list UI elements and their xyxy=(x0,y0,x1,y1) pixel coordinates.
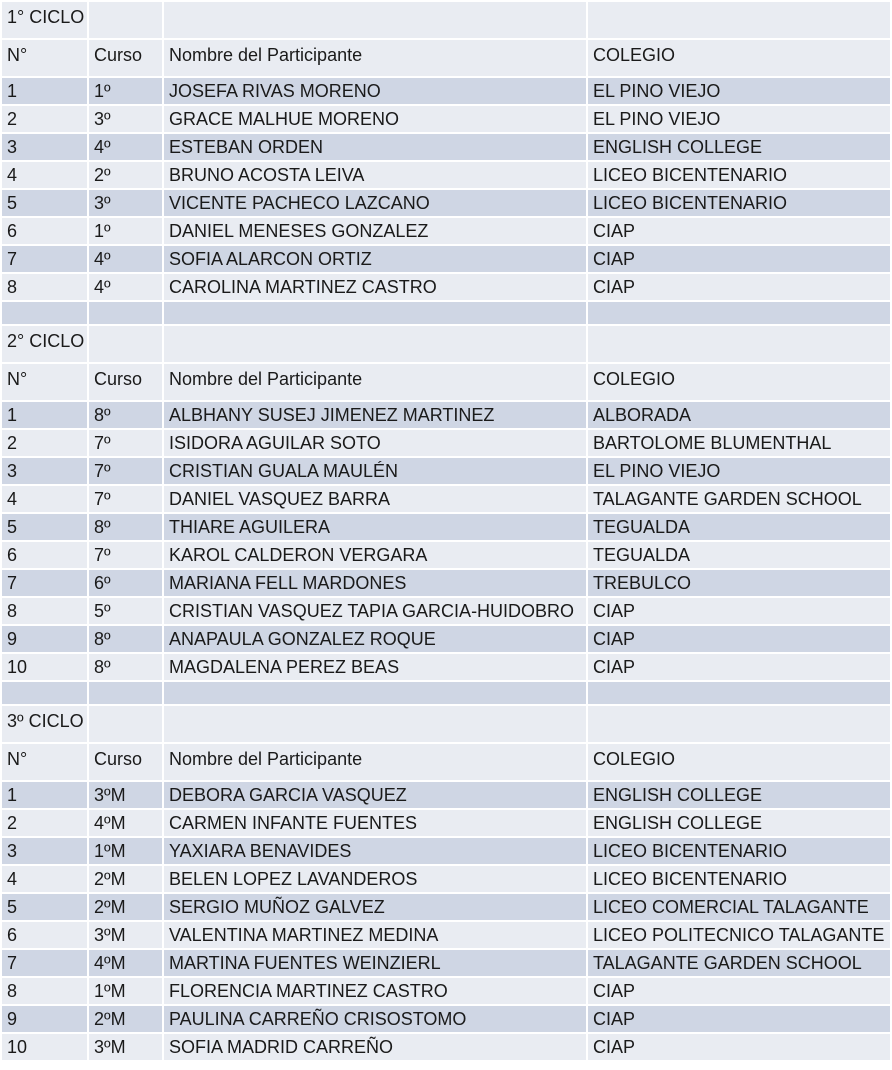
row-nombre: THIARE AGUILERA xyxy=(164,514,588,542)
row-num: 5 xyxy=(2,190,89,218)
row-colegio: CIAP xyxy=(588,978,890,1006)
table-row xyxy=(2,274,890,302)
row-nombre: BRUNO ACOSTA LEIVA xyxy=(164,162,588,190)
row-num: 9 xyxy=(2,626,89,654)
empty-cell xyxy=(89,302,164,326)
row-colegio: ENGLISH COLLEGE xyxy=(588,134,890,162)
row-nombre: ESTEBAN ORDEN xyxy=(164,134,588,162)
row-colegio: ALBORADA xyxy=(588,402,890,430)
row-curso: 4º xyxy=(89,134,164,162)
row-nombre: CAROLINA MARTINEZ CASTRO xyxy=(164,274,588,302)
row-curso: 1º xyxy=(89,218,164,246)
row-curso: 2ºM xyxy=(89,866,164,894)
empty-cell xyxy=(164,706,588,744)
table-row xyxy=(2,782,890,810)
row-colegio: LICEO BICENTENARIO xyxy=(588,162,890,190)
row-num: 3 xyxy=(2,838,89,866)
row-nombre: PAULINA CARREÑO CRISOSTOMO xyxy=(164,1006,588,1034)
row-curso: 3º xyxy=(89,190,164,218)
section-title: 2° CICLO xyxy=(2,326,89,364)
empty-cell xyxy=(588,2,890,40)
row-colegio: TEGUALDA xyxy=(588,514,890,542)
row-colegio: CIAP xyxy=(588,654,890,682)
row-num: 8 xyxy=(2,978,89,1006)
table-row xyxy=(2,866,890,894)
row-curso: 7º xyxy=(89,458,164,486)
row-nombre: MARIANA FELL MARDONES xyxy=(164,570,588,598)
row-curso: 4ºM xyxy=(89,810,164,838)
row-colegio: ENGLISH COLLEGE xyxy=(588,782,890,810)
row-nombre: ISIDORA AGUILAR SOTO xyxy=(164,430,588,458)
row-curso: 2º xyxy=(89,162,164,190)
row-nombre: FLORENCIA MARTINEZ CASTRO xyxy=(164,978,588,1006)
table-row xyxy=(2,978,890,1006)
table-header-row xyxy=(2,744,890,782)
spacer-row xyxy=(2,302,890,326)
row-nombre: KAROL CALDERON VERGARA xyxy=(164,542,588,570)
row-curso: 2ºM xyxy=(89,1006,164,1034)
row-nombre: VICENTE PACHECO LAZCANO xyxy=(164,190,588,218)
row-curso: 3º xyxy=(89,106,164,134)
row-curso: 8º xyxy=(89,626,164,654)
spacer-row xyxy=(2,682,890,706)
row-nombre: DEBORA GARCIA VASQUEZ xyxy=(164,782,588,810)
row-nombre: SERGIO MUÑOZ GALVEZ xyxy=(164,894,588,922)
row-colegio: EL PINO VIEJO xyxy=(588,78,890,106)
row-num: 1 xyxy=(2,402,89,430)
table-row xyxy=(2,1034,890,1062)
empty-cell xyxy=(2,682,89,706)
row-curso: 5º xyxy=(89,598,164,626)
row-curso: 1ºM xyxy=(89,838,164,866)
row-colegio: TALAGANTE GARDEN SCHOOL xyxy=(588,950,890,978)
table-row xyxy=(2,626,890,654)
row-num: 7 xyxy=(2,246,89,274)
table-row xyxy=(2,162,890,190)
row-nombre: BELEN LOPEZ LAVANDEROS xyxy=(164,866,588,894)
row-colegio: LICEO POLITECNICO TALAGANTE xyxy=(588,922,890,950)
row-num: 4 xyxy=(2,866,89,894)
row-nombre: CARMEN INFANTE FUENTES xyxy=(164,810,588,838)
row-nombre: CRISTIAN GUALA MAULÉN xyxy=(164,458,588,486)
row-nombre: ANAPAULA GONZALEZ ROQUE xyxy=(164,626,588,654)
row-num: 10 xyxy=(2,654,89,682)
row-num: 6 xyxy=(2,218,89,246)
table-row xyxy=(2,134,890,162)
header-colegio: COLEGIO xyxy=(588,744,890,782)
row-nombre: YAXIARA BENAVIDES xyxy=(164,838,588,866)
table-header-row xyxy=(2,40,890,78)
row-colegio: EL PINO VIEJO xyxy=(588,458,890,486)
row-num: 5 xyxy=(2,514,89,542)
row-colegio: CIAP xyxy=(588,626,890,654)
row-num: 10 xyxy=(2,1034,89,1062)
section-title-row xyxy=(2,2,890,40)
row-curso: 4º xyxy=(89,274,164,302)
row-nombre: DANIEL VASQUEZ BARRA xyxy=(164,486,588,514)
table-row xyxy=(2,542,890,570)
row-curso: 8º xyxy=(89,402,164,430)
row-curso: 8º xyxy=(89,514,164,542)
row-curso: 8º xyxy=(89,654,164,682)
empty-cell xyxy=(588,682,890,706)
empty-cell xyxy=(2,302,89,326)
row-num: 6 xyxy=(2,922,89,950)
row-nombre: VALENTINA MARTINEZ MEDINA xyxy=(164,922,588,950)
row-colegio: TREBULCO xyxy=(588,570,890,598)
row-colegio: BARTOLOME BLUMENTHAL xyxy=(588,430,890,458)
row-num: 1 xyxy=(2,782,89,810)
row-curso: 7º xyxy=(89,542,164,570)
row-colegio: CIAP xyxy=(588,1006,890,1034)
row-curso: 6º xyxy=(89,570,164,598)
row-colegio: LICEO BICENTENARIO xyxy=(588,190,890,218)
row-num: 1 xyxy=(2,78,89,106)
row-curso: 3ºM xyxy=(89,1034,164,1062)
row-num: 9 xyxy=(2,1006,89,1034)
row-colegio: LICEO BICENTENARIO xyxy=(588,838,890,866)
row-colegio: CIAP xyxy=(588,598,890,626)
empty-cell xyxy=(588,706,890,744)
table-row xyxy=(2,598,890,626)
table-row xyxy=(2,486,890,514)
header-num: N° xyxy=(2,744,89,782)
row-num: 5 xyxy=(2,894,89,922)
section-title-row xyxy=(2,326,890,364)
row-num: 3 xyxy=(2,134,89,162)
row-num: 8 xyxy=(2,598,89,626)
row-num: 3 xyxy=(2,458,89,486)
row-nombre: JOSEFA RIVAS MORENO xyxy=(164,78,588,106)
empty-cell xyxy=(89,706,164,744)
row-nombre: CRISTIAN VASQUEZ TAPIA GARCIA-HUIDOBRO xyxy=(164,598,588,626)
table-row xyxy=(2,78,890,106)
row-colegio: EL PINO VIEJO xyxy=(588,106,890,134)
row-nombre: DANIEL MENESES GONZALEZ xyxy=(164,218,588,246)
empty-cell xyxy=(89,682,164,706)
empty-cell xyxy=(588,302,890,326)
header-colegio: COLEGIO xyxy=(588,40,890,78)
row-curso: 3ºM xyxy=(89,922,164,950)
row-colegio: LICEO BICENTENARIO xyxy=(588,866,890,894)
row-colegio: CIAP xyxy=(588,274,890,302)
row-curso: 4ºM xyxy=(89,950,164,978)
table-row xyxy=(2,1006,890,1034)
empty-cell xyxy=(588,326,890,364)
header-num: N° xyxy=(2,40,89,78)
row-colegio: CIAP xyxy=(588,246,890,274)
table-row xyxy=(2,458,890,486)
section-title-row xyxy=(2,706,890,744)
row-nombre: MAGDALENA PEREZ BEAS xyxy=(164,654,588,682)
table-row xyxy=(2,654,890,682)
table-row xyxy=(2,810,890,838)
row-curso: 1ºM xyxy=(89,978,164,1006)
row-curso: 4º xyxy=(89,246,164,274)
row-nombre: SOFIA ALARCON ORTIZ xyxy=(164,246,588,274)
row-num: 4 xyxy=(2,486,89,514)
row-nombre: SOFIA MADRID CARREÑO xyxy=(164,1034,588,1062)
table-row xyxy=(2,894,890,922)
row-colegio: LICEO COMERCIAL TALAGANTE xyxy=(588,894,890,922)
row-num: 2 xyxy=(2,810,89,838)
row-num: 8 xyxy=(2,274,89,302)
row-colegio: TEGUALDA xyxy=(588,542,890,570)
table-row xyxy=(2,570,890,598)
table-row xyxy=(2,838,890,866)
row-num: 4 xyxy=(2,162,89,190)
row-num: 7 xyxy=(2,570,89,598)
section-title: 3º CICLO xyxy=(2,706,89,744)
row-nombre: MARTINA FUENTES WEINZIERL xyxy=(164,950,588,978)
row-curso: 7º xyxy=(89,486,164,514)
row-colegio: TALAGANTE GARDEN SCHOOL xyxy=(588,486,890,514)
table-row xyxy=(2,402,890,430)
table-row xyxy=(2,514,890,542)
row-colegio: CIAP xyxy=(588,1034,890,1062)
header-curso: Curso xyxy=(89,364,164,402)
section-title: 1° CICLO xyxy=(2,2,89,40)
header-nombre: Nombre del Participante xyxy=(164,364,588,402)
header-nombre: Nombre del Participante xyxy=(164,744,588,782)
empty-cell xyxy=(164,326,588,364)
row-num: 2 xyxy=(2,106,89,134)
row-nombre: GRACE MALHUE MORENO xyxy=(164,106,588,134)
empty-cell xyxy=(89,326,164,364)
row-num: 7 xyxy=(2,950,89,978)
empty-cell xyxy=(164,2,588,40)
row-curso: 2ºM xyxy=(89,894,164,922)
header-num: N° xyxy=(2,364,89,402)
table-row xyxy=(2,430,890,458)
row-nombre: ALBHANY SUSEJ JIMENEZ MARTINEZ xyxy=(164,402,588,430)
header-curso: Curso xyxy=(89,40,164,78)
empty-cell xyxy=(164,682,588,706)
header-colegio: COLEGIO xyxy=(588,364,890,402)
table-row xyxy=(2,246,890,274)
row-curso: 1º xyxy=(89,78,164,106)
row-curso: 3ºM xyxy=(89,782,164,810)
table-row xyxy=(2,106,890,134)
row-num: 2 xyxy=(2,430,89,458)
table-row xyxy=(2,190,890,218)
table-header-row xyxy=(2,364,890,402)
table-row xyxy=(2,950,890,978)
row-num: 6 xyxy=(2,542,89,570)
empty-cell xyxy=(89,2,164,40)
row-colegio: CIAP xyxy=(588,218,890,246)
header-curso: Curso xyxy=(89,744,164,782)
row-colegio: ENGLISH COLLEGE xyxy=(588,810,890,838)
empty-cell xyxy=(164,302,588,326)
header-nombre: Nombre del Participante xyxy=(164,40,588,78)
participants-sheet xyxy=(2,2,890,1062)
table-row xyxy=(2,218,890,246)
row-curso: 7º xyxy=(89,430,164,458)
table-row xyxy=(2,922,890,950)
